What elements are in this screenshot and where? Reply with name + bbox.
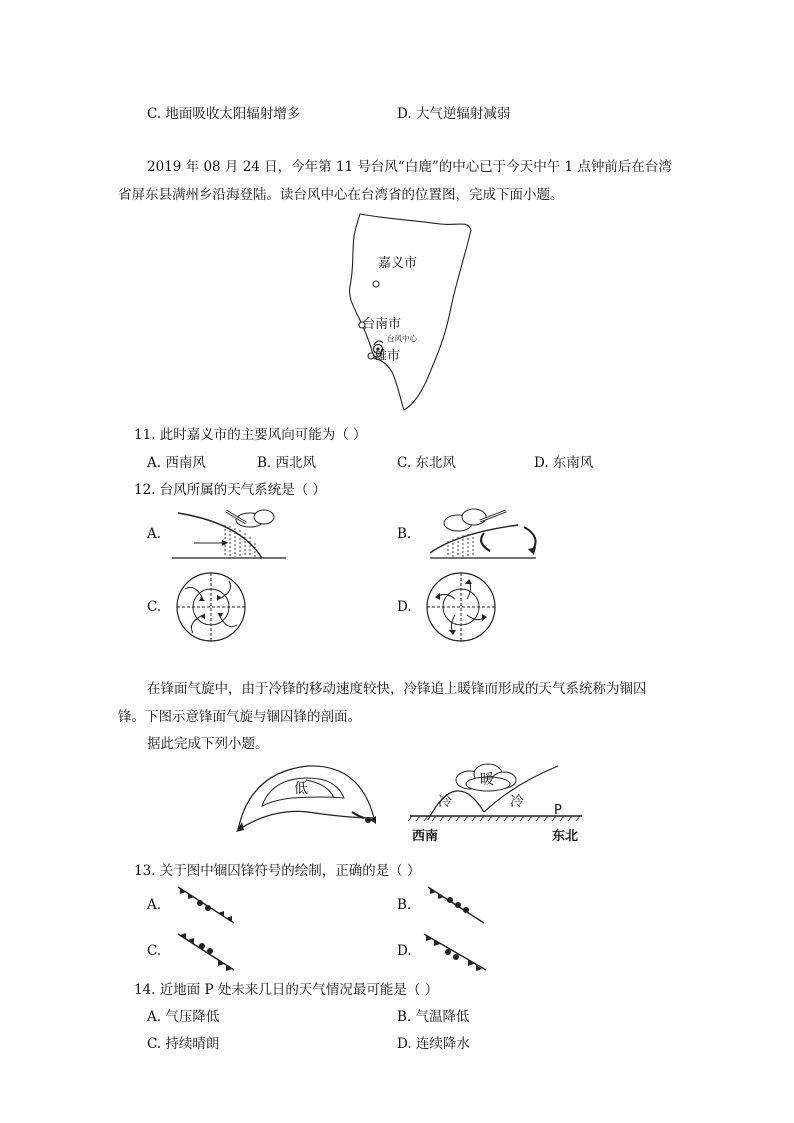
taiwan-map	[340, 212, 480, 414]
q11-option-a: A. 西南风	[147, 455, 206, 471]
passage1-line1: 2019 年 08 月 24 日，今年第 11 号台风“白鹿”的中心已于今天中午 1 点钟前后在台湾	[147, 159, 672, 175]
q12-figure-b-front-profile	[428, 503, 548, 565]
q12-figure-a-front-profile	[170, 503, 290, 565]
q12-option-b: B.	[397, 526, 412, 542]
occluded-front-symbol-d	[420, 930, 490, 974]
q12-option-d: D.	[397, 599, 412, 615]
q14-option-d: D. 连续降水	[397, 1036, 470, 1052]
q10-option-d: D. 大气逆辐射减弱	[397, 106, 511, 122]
q10-option-c: C. 地面吸收太阳辐射增多	[147, 106, 301, 122]
low-pressure-label: 低	[294, 781, 308, 797]
occluded-front-symbol-a	[174, 883, 238, 927]
jiayi-label: 嘉义市	[378, 256, 418, 271]
q12-option-a: A.	[147, 526, 162, 542]
passage1-line2: 省屏东县满州乡沿海登陆。读台风中心在台湾省的位置图，完成下面小题。	[118, 187, 564, 203]
q13-stem: 13. 关于图中锢囚锋符号的绘制，正确的是（ ）	[134, 863, 421, 879]
frontal-cyclone-plan-figure	[232, 762, 382, 838]
occluded-front-symbol-c	[174, 930, 238, 974]
q12-option-c: C.	[147, 599, 162, 615]
q11-stem: 11. 此时嘉义市的主要风向可能为（ ）	[134, 427, 367, 443]
jiayi-city-marker	[373, 281, 379, 287]
q12-stem: 12. 台风所属的天气系统是（ ）	[134, 482, 327, 498]
q12-figure-c-cyclone	[175, 571, 247, 643]
occluded-front-symbol-b	[424, 883, 488, 927]
kaohsiung-label: 雄市	[374, 349, 401, 364]
q13-option-a: A.	[147, 897, 162, 913]
q14-stem: 14. 近地面 P 处未来几日的天气情况最可能是（ ）	[134, 982, 439, 998]
q11-option-c: C. 东北风	[397, 455, 456, 471]
q13-option-c: C.	[147, 943, 162, 959]
cold-air-right-label: 冷	[510, 794, 524, 810]
point-p-label: P	[554, 803, 562, 818]
q13-option-b: B.	[397, 897, 412, 913]
tainan-label: 台南市	[362, 317, 402, 332]
typhoon-center-label: 台风中心	[387, 334, 417, 343]
q14-option-b: B. 气温降低	[397, 1009, 470, 1025]
occluded-front-profile-figure	[408, 762, 588, 848]
passage2-line1: 在锋面气旋中，由于冷锋的移动速度较快，冷锋追上暖锋而形成的天气系统称为锢囚	[147, 681, 647, 697]
q11-option-d: D. 东南风	[534, 455, 594, 471]
q12-figure-d-anticyclone	[425, 571, 497, 643]
q11-option-b: B. 西北风	[257, 455, 317, 471]
cold-air-left-label: 冷	[438, 794, 452, 810]
q13-option-d: D.	[397, 943, 412, 959]
passage2-line2: 锋。下图示意锋面气旋与锢囚锋的剖面。	[118, 709, 361, 725]
northeast-label: 东北	[552, 829, 579, 844]
q14-option-c: C. 持续晴朗	[147, 1036, 220, 1052]
q14-option-a: A. 气压降低	[147, 1009, 220, 1025]
southwest-label: 西南	[412, 829, 439, 844]
passage2-line3: 据此完成下列小题。	[147, 736, 269, 752]
warm-air-label: 暖	[480, 772, 494, 788]
